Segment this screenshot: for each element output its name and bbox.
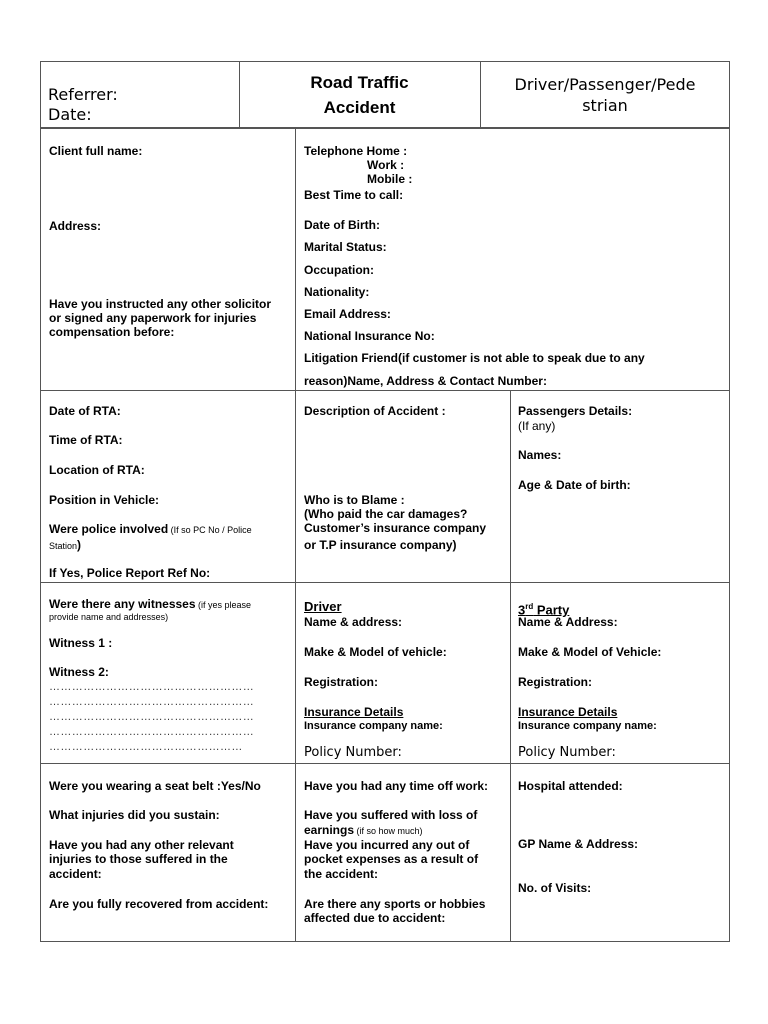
driver-insurance-company-label: Insurance company name: [304, 720, 443, 732]
passenger-names-label: Names: [518, 448, 562, 462]
witnesses-question: Were there any witnesses (if yes please [49, 597, 252, 611]
seat-belt-question: Were you wearing a seat belt :Yes/No [49, 779, 261, 793]
expenses-line1: Have you incurred any out of [304, 838, 470, 852]
hospital-attended-label: Hospital attended: [518, 779, 623, 793]
driver-insurance-details: Insurance Details [304, 705, 404, 719]
litigation-friend-line2: reason)Name, Address & Contact Number: [304, 374, 547, 388]
instructed-solicitor-line2: or signed any paperwork for injuries [49, 311, 257, 325]
best-time-label: Best Time to call: [304, 188, 404, 202]
dob-label: Date of Birth: [304, 218, 380, 232]
police-station-note: Station) [49, 538, 82, 552]
loss-earnings-line2: earnings (if so how much) [304, 823, 423, 837]
driver-registration-label: Registration: [304, 675, 379, 689]
blame-line3: Customer’s insurance company [304, 521, 487, 535]
row-divider-1 [40, 390, 730, 391]
sports-hobbies-line2: affected due to accident: [304, 911, 446, 925]
client-full-name-label: Client full name: [49, 144, 143, 158]
email-label: Email Address: [304, 307, 391, 321]
time-off-work-question: Have you had any time off work: [304, 779, 489, 793]
loss-earnings-line1: Have you suffered with loss of [304, 808, 478, 822]
row-divider-2 [40, 582, 730, 583]
expenses-line3: the accident: [304, 867, 379, 881]
witness-dotted-line: ……………………………………………… [49, 681, 255, 693]
rta-time-label: Time of RTA: [49, 433, 123, 447]
accident-description-label: Description of Accident : [304, 404, 446, 418]
third-party-heading: 3rd Party [518, 602, 570, 618]
telephone-work-label: Work : [367, 158, 405, 172]
expenses-line2: pocket expenses as a result of [304, 852, 479, 866]
third-party-registration-label: Registration: [518, 675, 593, 689]
instructed-solicitor-line3: compensation before: [49, 325, 175, 339]
rta-date-label: Date of RTA: [49, 404, 121, 418]
nationality-label: Nationality: [304, 285, 370, 299]
sports-hobbies-line1: Are there any sports or hobbies [304, 897, 486, 911]
other-injuries-line2: injuries to those suffered in the [49, 852, 228, 866]
other-injuries-line1: Have you had any other relevant [49, 838, 234, 852]
witness-dotted-line: ……………………………………………… [49, 696, 255, 708]
col-divider-main [295, 128, 296, 942]
witnesses-note: provide name and addresses) [49, 612, 169, 622]
passengers-if-any: (If any) [518, 419, 556, 433]
occupation-label: Occupation: [304, 263, 375, 277]
claimant-type-line2: strian [582, 96, 628, 115]
claimant-type-line1: Driver/Passenger/Pede [514, 75, 696, 94]
form-title-line1: Road Traffic [310, 73, 409, 92]
other-injuries-line3: accident: [49, 867, 102, 881]
witness-dotted-line: ……………………………………………… [49, 711, 255, 723]
driver-name-address-label: Name & address: [304, 615, 403, 629]
marital-status-label: Marital Status: [304, 240, 387, 254]
vehicle-position-label: Position in Vehicle: [49, 493, 160, 507]
blame-line1: Who is to Blame : [304, 493, 405, 507]
passenger-age-dob-label: Age & Date of birth: [518, 478, 631, 492]
row-divider-3 [40, 763, 730, 764]
driver-policy-number-label: Policy Number: [304, 745, 402, 760]
blame-line4: or T.P insurance company) [304, 538, 457, 552]
date-label: Date: [48, 105, 92, 124]
third-party-make-model-label: Make & Model of Vehicle: [518, 645, 662, 659]
telephone-home-label: Telephone Home : [304, 144, 408, 158]
visits-count-label: No. of Visits: [518, 881, 592, 895]
fully-recovered-question: Are you fully recovered from accident: [49, 897, 269, 911]
ni-label: National Insurance No: [304, 329, 435, 343]
third-party-insurance-details: Insurance Details [518, 705, 618, 719]
police-report-ref-label: If Yes, Police Report Ref No: [49, 566, 211, 580]
form-title-line2: Accident [323, 98, 396, 117]
third-party-name-address-label: Name & Address: [518, 615, 618, 629]
injuries-question: What injuries did you sustain: [49, 808, 220, 822]
litigation-friend-line1: Litigation Friend(if customer is not able to speak due to any [304, 351, 645, 365]
driver-make-model-label: Make & Model of vehicle: [304, 645, 447, 659]
witness-2-label: Witness 2: [49, 665, 109, 679]
address-label: Address: [49, 219, 102, 233]
witness-dotted-line: …………………………………………… [49, 741, 243, 753]
driver-heading: Driver [304, 599, 342, 614]
police-involved-label: Were police involved (If so PC No / Police [49, 522, 252, 536]
witness-1-label: Witness 1 : [49, 636, 113, 650]
referrer-label: Referrer: [48, 85, 118, 104]
instructed-solicitor-line1: Have you instructed any other solicitor [49, 297, 272, 311]
rta-location-label: Location of RTA: [49, 463, 145, 477]
third-party-insurance-company-label: Insurance company name: [518, 720, 657, 732]
witness-dotted-line: ……………………………………………… [49, 726, 255, 738]
gp-name-address-label: GP Name & Address: [518, 837, 639, 851]
passengers-details-label: Passengers Details: [518, 404, 633, 418]
third-party-policy-number-label: Policy Number: [518, 745, 616, 760]
blame-line2: (Who paid the car damages? [304, 507, 468, 521]
col-divider-right [510, 390, 511, 942]
telephone-mobile-label: Mobile : [367, 172, 413, 186]
